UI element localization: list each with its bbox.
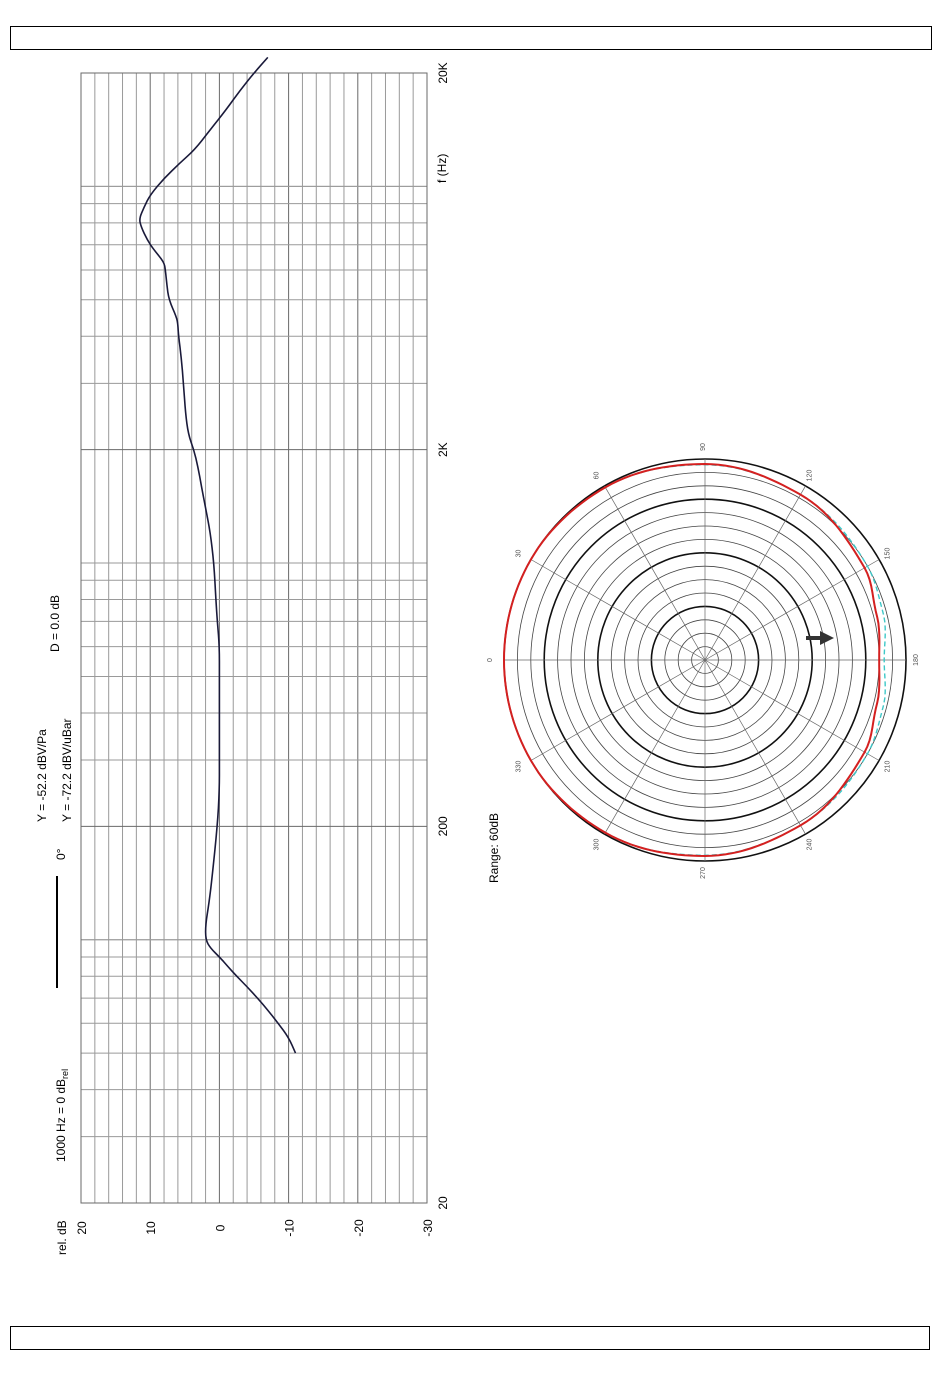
polar-spoke: [531, 660, 705, 761]
frequency-response-chart: [35, 57, 450, 1255]
polar-angle-label: 240: [806, 838, 814, 851]
polar-pattern-chart: [487, 443, 920, 883]
polar-grid: [487, 443, 920, 879]
polar-range-label: Range: 60dB: [487, 812, 501, 883]
x-tick-labels: [436, 62, 450, 1209]
plot-border: [81, 73, 427, 1203]
polar-spoke: [531, 560, 705, 661]
polar-angle-label: 120: [806, 469, 814, 482]
polar-spoke: [605, 486, 706, 660]
polar-angle-label: 0: [487, 658, 494, 662]
y-tick-label: -10: [282, 1219, 297, 1237]
polar-angle-label: 330: [515, 760, 523, 773]
polar-spoke: [705, 560, 879, 661]
polar-spoke: [705, 486, 806, 660]
x-axis-title: f (Hz): [435, 153, 449, 183]
sensitivity-pa: Y = -52.2 dBV/Pa: [35, 729, 49, 822]
freq-grid: [81, 73, 427, 1203]
d-value: D = 0.0 dB: [48, 594, 62, 652]
polar-angle-label: 180: [913, 654, 920, 666]
series-line-0deg: [140, 57, 296, 1053]
y-tick-label: 20: [75, 1221, 89, 1235]
sensitivity-ubar: Y = -72.2 dBV/uBar: [60, 718, 74, 822]
polar-angle-label: 210: [884, 760, 892, 773]
polar-angle-label: 300: [593, 838, 601, 851]
y-tick-label: 0: [213, 1224, 228, 1232]
y-tick-label: -20: [351, 1219, 366, 1237]
legend-label: 0°: [54, 848, 68, 860]
x-tick-label: 20: [436, 1196, 450, 1210]
polar-angle-label: 150: [884, 547, 892, 560]
reference-label: 1000 Hz = 0 $dB_{rel}$: [54, 1068, 70, 1162]
y-tick-label: 10: [144, 1221, 159, 1235]
polar-angle-label: 270: [700, 867, 707, 879]
y-tick-labels: [75, 1219, 435, 1237]
polar-spoke: [705, 660, 806, 834]
polar-angle-label: 60: [593, 471, 601, 480]
x-tick-label: 200: [436, 816, 450, 837]
polar-spoke: [705, 660, 879, 761]
polar-spoke: [605, 660, 706, 834]
y-tick-label: -30: [421, 1219, 435, 1237]
polar-angle-label: 30: [515, 549, 523, 558]
x-tick-label: 20K: [436, 62, 450, 84]
y-axis-title: rel. dB: [55, 1220, 69, 1255]
polar-angle-label: 90: [700, 443, 707, 451]
x-tick-label: 2K: [436, 442, 450, 458]
